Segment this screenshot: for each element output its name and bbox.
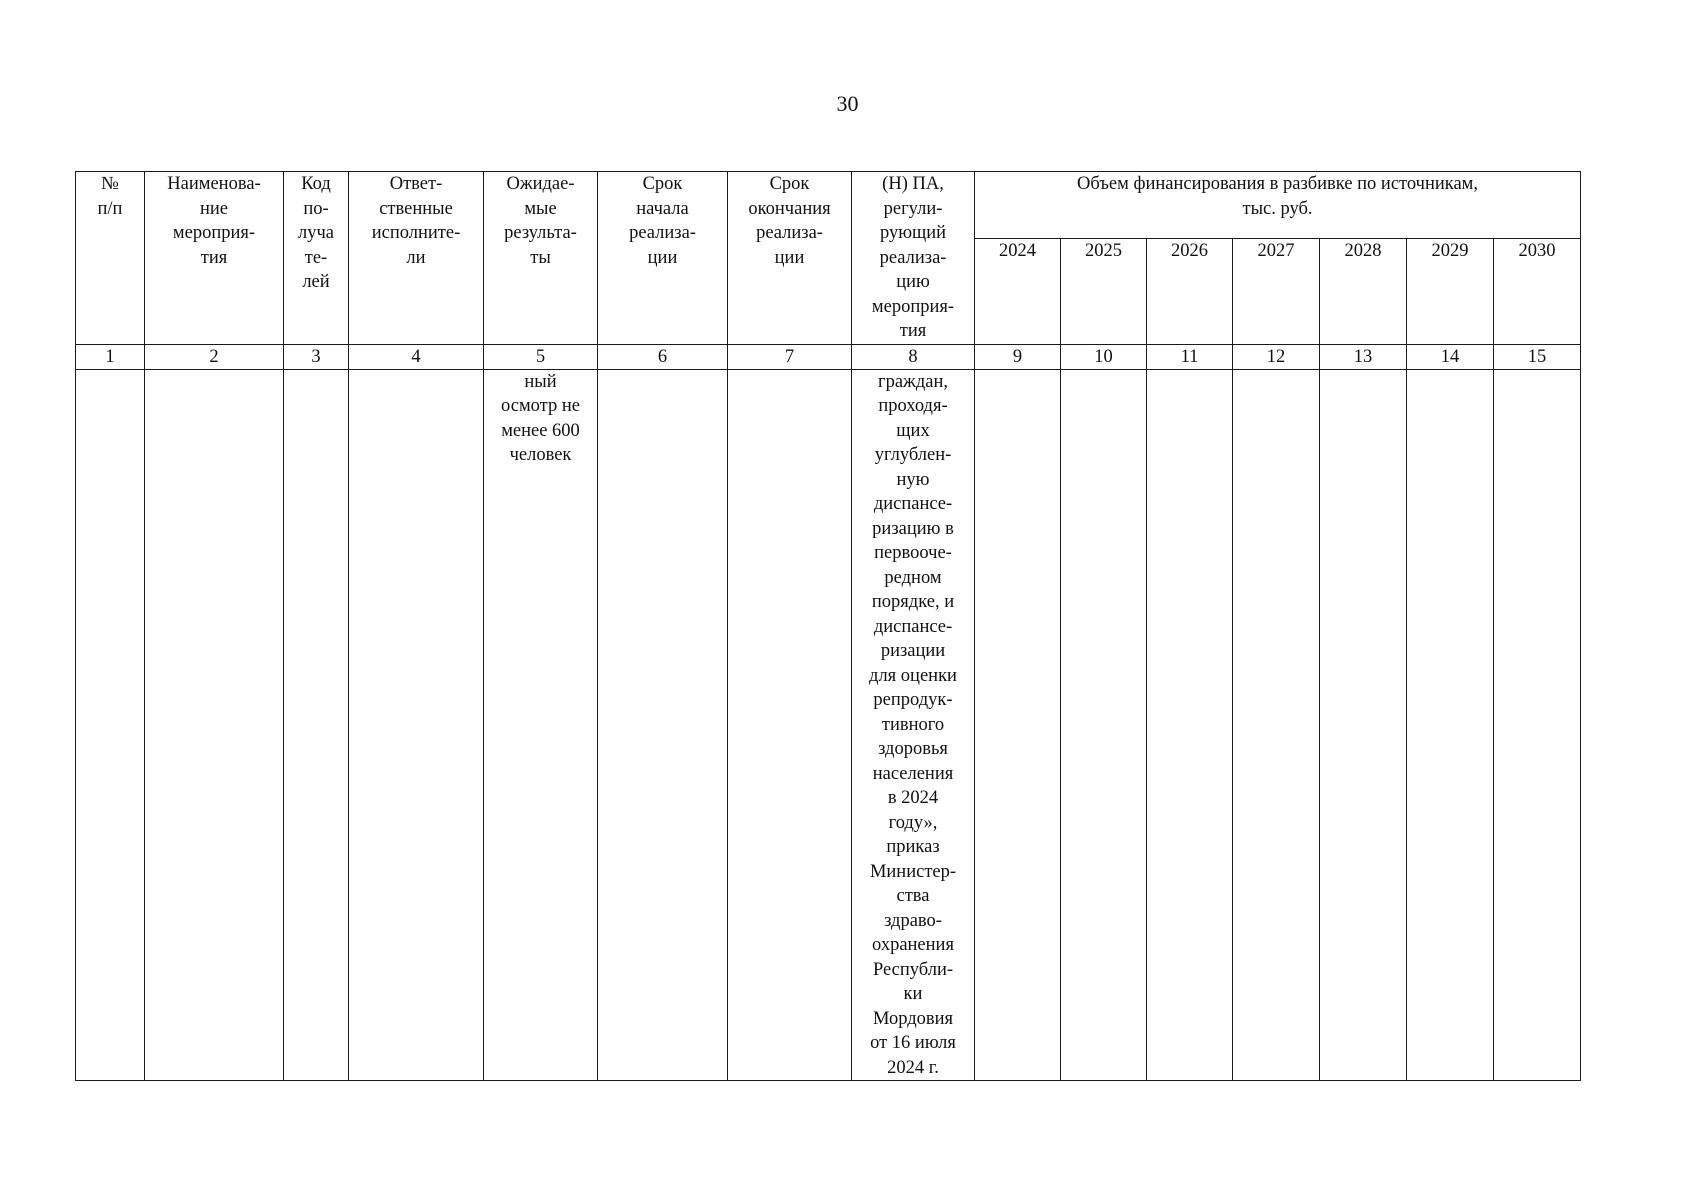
cell-funding-2025 (1061, 369, 1147, 1081)
header-expected-results: Ожидае- мые результа- ты (484, 172, 598, 345)
cell-responsible (349, 369, 484, 1081)
cell-legal-act: граждан, проходя- щих углублен- ную диспансе- ризацию в первооче- редном порядке, и диспансе- ризации для оценки репродук- тивного здоровья населения в 2024 году», приказ Министер- ства здраво- охранения Республи- ки Мордовия от 16 июля 2024 г. (852, 369, 975, 1081)
cell-expected-results: ный осмотр не менее 600 человек (484, 369, 598, 1081)
activity-table (75, 171, 1581, 1081)
column-number: 8 (852, 344, 975, 369)
table-row (76, 369, 1581, 1081)
header-funding: Объем финансирования в разбивке по источникам, тыс. руб. (975, 172, 1581, 239)
cell-recipient-code (284, 369, 349, 1081)
column-number: 10 (1061, 344, 1147, 369)
header-row-top (76, 172, 1581, 239)
column-number: 15 (1494, 344, 1581, 369)
header-start-date: Срок начала реализа- ции (598, 172, 728, 345)
cell-start-date (598, 369, 728, 1081)
column-number: 12 (1233, 344, 1320, 369)
header-year: 2028 (1320, 239, 1407, 345)
column-number: 5 (484, 344, 598, 369)
header-recipient-code: Код по- луча те- лей (284, 172, 349, 345)
cell-funding-2024 (975, 369, 1061, 1081)
page-number: 30 (836, 91, 859, 116)
column-number: 4 (349, 344, 484, 369)
header-end-date: Срок окончания реализа- ции (728, 172, 852, 345)
header-year: 2025 (1061, 239, 1147, 345)
header-number: № п/п (76, 172, 145, 345)
cell-number (76, 369, 145, 1081)
header-responsible: Ответ- ственные исполните- ли (349, 172, 484, 345)
header-activity-name: Наименова- ние мероприя- тия (145, 172, 284, 345)
column-number: 1 (76, 344, 145, 369)
column-number: 9 (975, 344, 1061, 369)
header-year: 2027 (1233, 239, 1320, 345)
cell-funding-2027 (1233, 369, 1320, 1081)
header-year: 2024 (975, 239, 1061, 345)
cell-funding-2026 (1147, 369, 1233, 1081)
header-year: 2026 (1147, 239, 1233, 345)
cell-activity-name (145, 369, 284, 1081)
column-number: 14 (1407, 344, 1494, 369)
cell-funding-2030 (1494, 369, 1581, 1081)
header-year: 2030 (1494, 239, 1581, 345)
column-number: 3 (284, 344, 349, 369)
header-year: 2029 (1407, 239, 1494, 345)
cell-end-date (728, 369, 852, 1081)
cell-funding-2028 (1320, 369, 1407, 1081)
column-numbers-row (76, 344, 1581, 369)
column-number: 2 (145, 344, 284, 369)
header-legal-act: (Н) ПА, регули- рующий реализа- цию мероприя- тия (852, 172, 975, 345)
column-number: 7 (728, 344, 852, 369)
column-number: 13 (1320, 344, 1407, 369)
column-number: 6 (598, 344, 728, 369)
column-number: 11 (1147, 344, 1233, 369)
cell-funding-2029 (1407, 369, 1494, 1081)
